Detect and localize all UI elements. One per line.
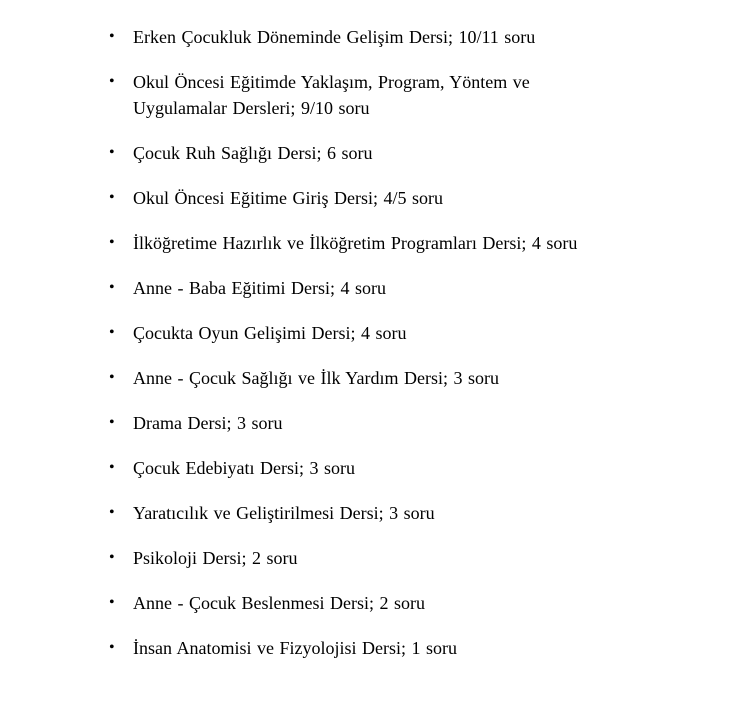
list-item xyxy=(0,185,738,211)
bullet-icon: • xyxy=(109,324,115,341)
list-item-text: Psikoloji Dersi; 2 soru xyxy=(133,548,298,568)
bullet-icon: • xyxy=(109,28,115,45)
list-item-text: Çocuk Ruh Sağlığı Dersi; 6 soru xyxy=(133,143,373,163)
list-item xyxy=(0,69,738,121)
bullet-icon: • xyxy=(109,594,115,611)
list-item-text: Okul Öncesi Eğitime Giriş Dersi; 4/5 soru xyxy=(133,188,443,208)
list-item-text: Anne - Çocuk Sağlığı ve İlk Yardım Dersi; 3 soru xyxy=(133,368,499,388)
list-item xyxy=(0,635,738,661)
list-item xyxy=(0,410,738,436)
list-item-text: İnsan Anatomisi ve Fizyolojisi Dersi; 1 soru xyxy=(133,638,457,658)
bullet-icon: • xyxy=(109,234,115,251)
list-item xyxy=(0,590,738,616)
list-item-text: Çocukta Oyun Gelişimi Dersi; 4 soru xyxy=(133,323,407,343)
list-item-text: Okul Öncesi Eğitimde Yaklaşım, Program, Yöntem ve Uygulamalar Dersleri; 9/10 soru xyxy=(133,72,530,118)
bullet-icon: • xyxy=(109,73,115,90)
bullet-icon: • xyxy=(109,279,115,296)
list-item-text: Anne - Baba Eğitimi Dersi; 4 soru xyxy=(133,278,386,298)
bullet-icon: • xyxy=(109,414,115,431)
list-item-text: Anne - Çocuk Beslenmesi Dersi; 2 soru xyxy=(133,593,425,613)
list-item xyxy=(0,545,738,571)
bullet-icon: • xyxy=(109,369,115,386)
list-item xyxy=(0,230,738,256)
bullet-icon: • xyxy=(109,549,115,566)
list-item xyxy=(0,365,738,391)
bullet-icon: • xyxy=(109,639,115,656)
list-item xyxy=(0,320,738,346)
bullet-icon: • xyxy=(109,144,115,161)
bullet-icon: • xyxy=(109,459,115,476)
course-question-list xyxy=(0,24,738,680)
list-item-text: Drama Dersi; 3 soru xyxy=(133,413,283,433)
list-item xyxy=(0,500,738,526)
list-item xyxy=(0,455,738,481)
list-item xyxy=(0,275,738,301)
list-item-text: İlköğretime Hazırlık ve İlköğretim Programları Dersi; 4 soru xyxy=(133,233,578,253)
list-item xyxy=(0,140,738,166)
list-item-text: Erken Çocukluk Döneminde Gelişim Dersi; 10/11 soru xyxy=(133,27,536,47)
list-item-text: Yaratıcılık ve Geliştirilmesi Dersi; 3 soru xyxy=(133,503,435,523)
list-item xyxy=(0,24,738,50)
bullet-icon: • xyxy=(109,189,115,206)
bullet-icon: • xyxy=(109,504,115,521)
list-item-text: Çocuk Edebiyatı Dersi; 3 soru xyxy=(133,458,355,478)
